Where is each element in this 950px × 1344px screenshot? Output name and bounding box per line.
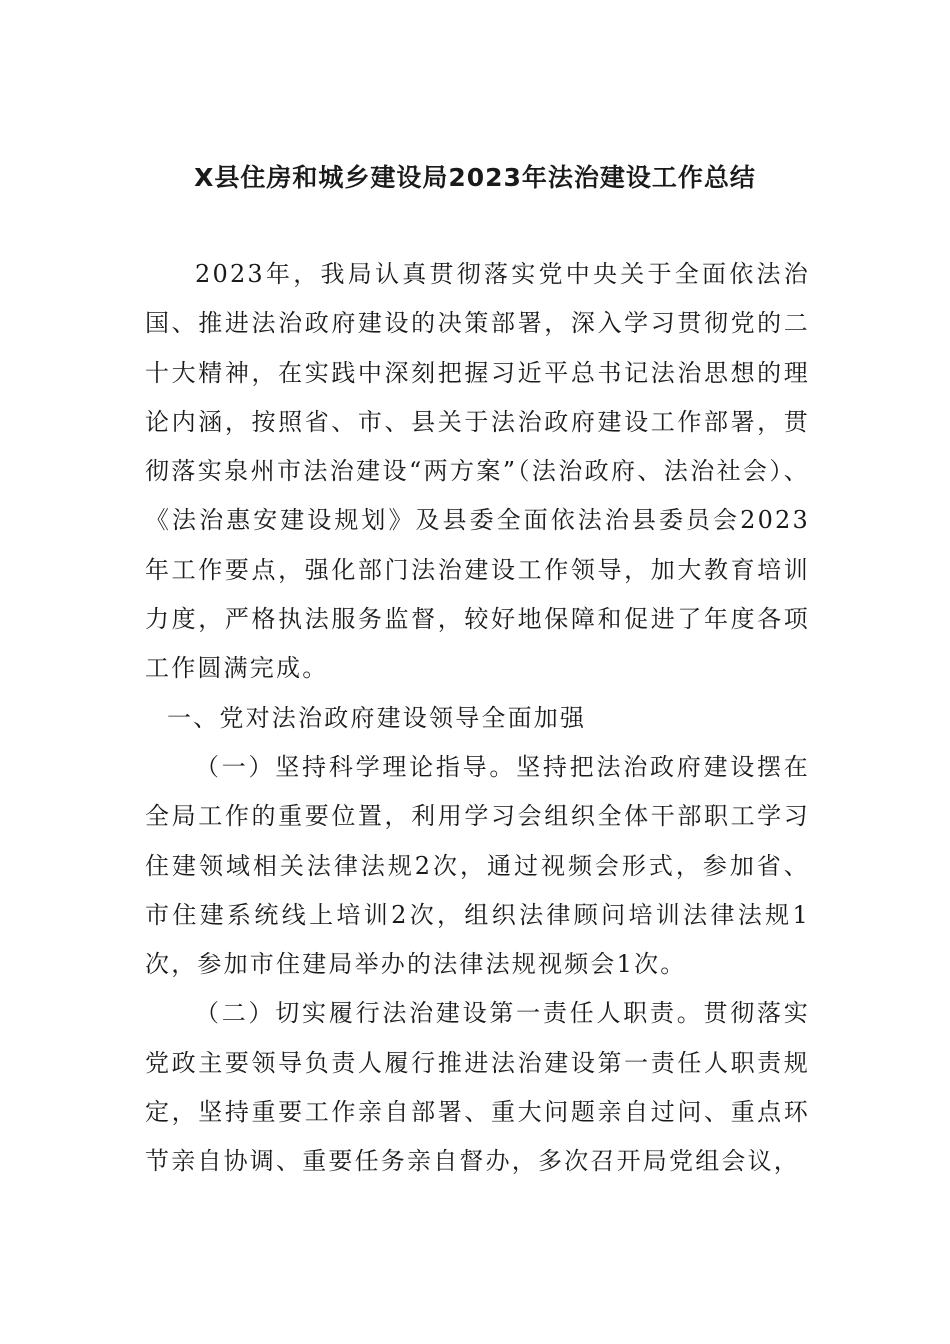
paragraph-intro: 2023年，我局认真贯彻落实党中央关于全面依法治国、推进法治政府建设的决策部署，深入学习贯彻党的二十大精神，在实践中深刻把握习近平总书记法治思想的理论内涵，按照省、市、县关于法治政府建设工作部署，贯彻落实泉州市法治建设“两方案”（法治政府、法治社会）、《法治惠安建设规划》及县委全面依法治县委员会2023年工作要点，强化部门法治建设工作领导，加大教育培训力度，严格执法服务监督，较好地保障和促进了年度各项工作圆满完成。 (145, 260, 810, 683)
paragraph-1-2: （二）切实履行法治建设第一责任人职责。贯彻落实党政主要领导负责人履行推进法治建设第一责任人职责规定，坚持重要工作亲自部署、重大问题亲自过问、重点环节亲自协调、重要任务亲自督办，多次召开局党组会议， (145, 999, 810, 1176)
document-body (145, 250, 810, 1187)
paragraph-1-1: （一）坚持科学理论指导。坚持把法治政府建设摆在全局工作的重要位置，利用学习会组织全体干部职工学习住建领域相关法律法规2次，通过视频会形式，参加省、市住建系统线上培训2次，组织法律顾问培训法律法规1次，参加市住建局举办的法律法规视频会1次。 (145, 752, 810, 979)
document-title: X县住房和城乡建设局2023年法治建设工作总结 (194, 163, 756, 192)
section-heading-1: 一、党对法治政府建设领导全面加强 (167, 703, 587, 732)
